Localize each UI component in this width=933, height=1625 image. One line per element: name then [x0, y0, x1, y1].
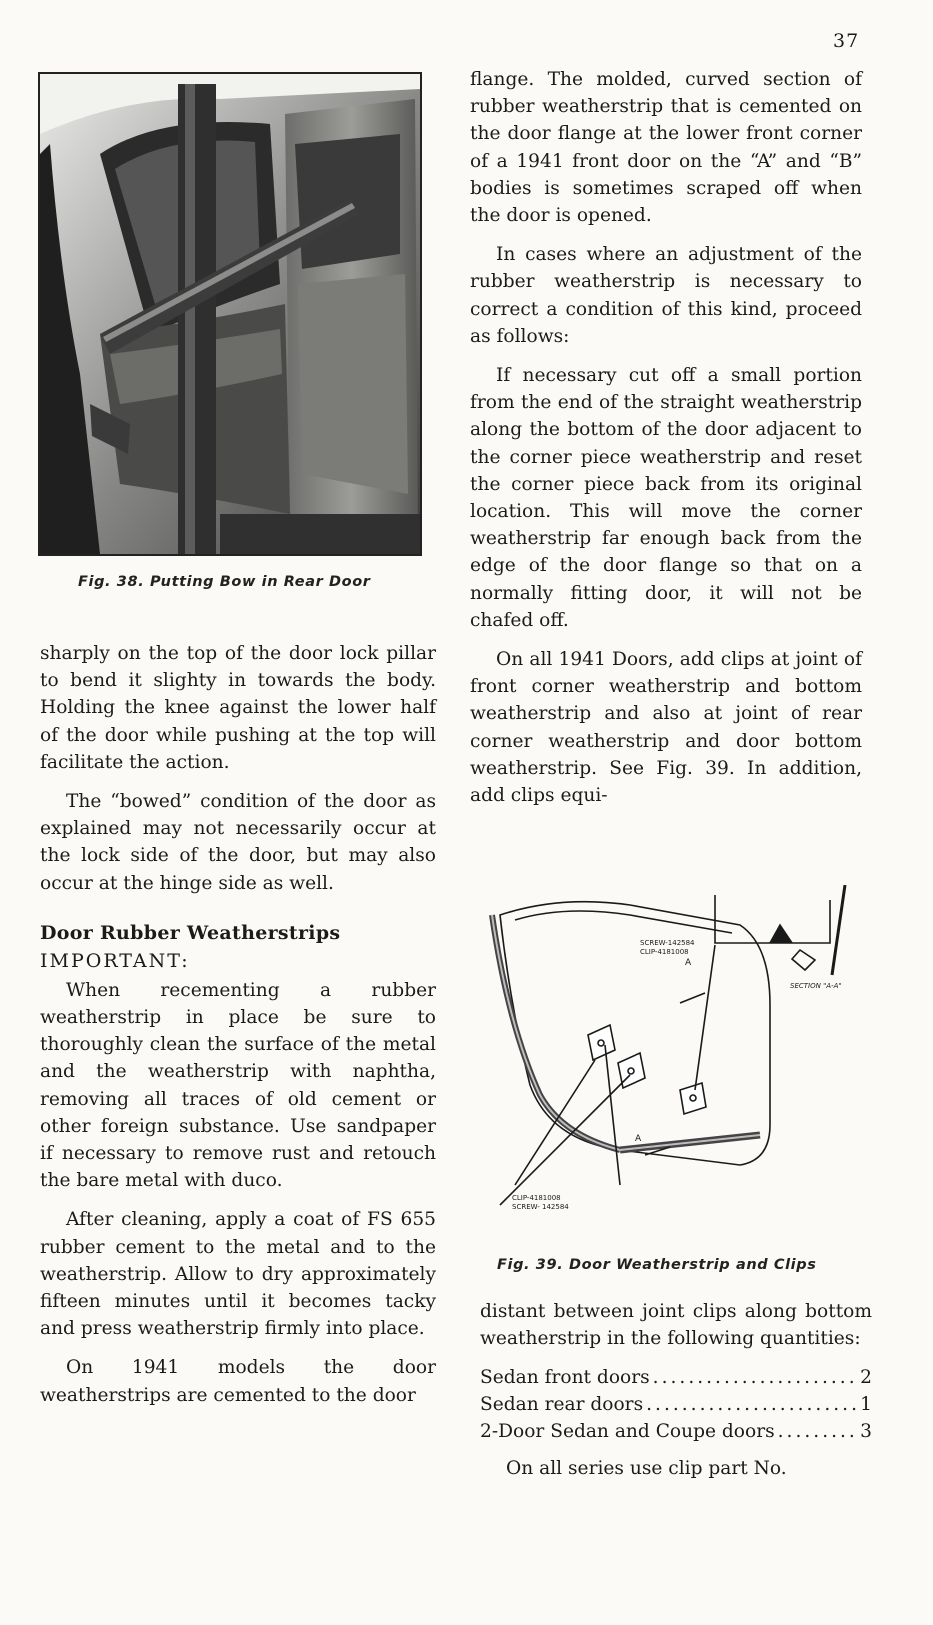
page-number: 37: [833, 30, 860, 52]
left-column: [40, 640, 436, 1421]
fig39-diagram: [470, 885, 890, 1245]
left-paragraph-5: On 1941 models the door weatherstrips are cemented to the door: [40, 1357, 436, 1406]
leader-dots: [778, 1418, 858, 1445]
right-paragraph-2: In cases where an adjustment of the rubber weatherstrip is necessary to correct a condition of this kind, proceed as follows:: [470, 244, 862, 347]
label-section-aa: SECTION "A-A": [790, 982, 842, 990]
fig38-photo: [38, 72, 422, 556]
right-column-continued: [480, 1298, 872, 1495]
quantity-label: Sedan front doors: [480, 1367, 650, 1389]
quantity-row: [480, 1391, 872, 1418]
label-clip-top: CLIP-4181008: [640, 948, 689, 956]
right-paragraph-6: On all series use clip part No.: [506, 1458, 787, 1480]
left-paragraph-4: After cleaning, apply a coat of FS 655 rubber cement to the metal and to the weatherstrip. Allow to dry approximately fifteen minutes until it becomes tacky and press weatherstrip firmly into place.: [40, 1209, 436, 1340]
label-clip-screw-bottom: [512, 1194, 569, 1211]
right-paragraph-5: distant between joint clips along bottom weatherstrip in the following quantities:: [480, 1301, 872, 1350]
right-paragraph-4: On all 1941 Doors, add clips at joint of front corner weatherstrip and bottom weatherstrip and also at joint of rear corner weatherstrip and door bottom weatherstrip. See Fig. 39. In addition, add clips equi-: [470, 649, 862, 807]
quantity-label: Sedan rear doors: [480, 1394, 644, 1416]
label-clip-bottom: CLIP-4181008: [512, 1194, 561, 1202]
important-label: IMPORTANT:: [40, 949, 190, 972]
fig38-caption: Fig. 38. Putting Bow in Rear Door: [78, 574, 371, 590]
right-column: [470, 66, 862, 821]
door-photo-illustration: [40, 74, 420, 554]
quantity-row: [480, 1418, 872, 1445]
label-a-bottom: A: [635, 1134, 642, 1144]
left-paragraph-1: sharply on the top of the door lock pillar to bend it slighty in towards the body. Holding the knee against the lower half of the door while pushing at the top will facilitate the action.: [40, 643, 436, 773]
right-paragraph-3: If necessary cut off a small portion from the end of the straight weatherstrip along the bottom of the door adjacent to the corner piece weatherstrip and reset the corner piece back from its original location. This will move the corner weatherstrip far enough back from the edge of the door flange so that on a normally fitting door, it will not be chafed off.: [470, 365, 862, 631]
weatherstrip-clips-diagram: [470, 885, 890, 1245]
fig39-caption: Fig. 39. Door Weatherstrip and Clips: [497, 1257, 817, 1273]
quantity-label: 2-Door Sedan and Coupe doors: [480, 1421, 775, 1443]
label-screw-top: SCREW-142584: [640, 939, 695, 947]
right-paragraph-1: flange. The molded, curved section of rubber weatherstrip that is cemented on the door flange at the lower front corner of a 1941 front door on the “A” and “B” bodies is sometimes scraped off when the door is opened.: [470, 69, 862, 227]
section-heading: Door Rubber Weatherstrips: [40, 921, 341, 944]
leader-dots: [646, 1391, 857, 1418]
quantity-row: [480, 1364, 872, 1391]
left-paragraph-2: The “bowed” condition of the door as explained may not necessarily occur at the lock side of the door, but may also occur at the hinge side as well.: [40, 791, 436, 894]
quantity-value: 3: [860, 1421, 872, 1443]
leader-dots: [653, 1364, 857, 1391]
quantity-value: 2: [860, 1367, 872, 1389]
quantities-list: [480, 1364, 872, 1445]
label-screw-bottom: SCREW- 142584: [512, 1203, 569, 1211]
quantity-value: 1: [860, 1394, 872, 1416]
left-paragraph-3: When recementing a rubber weatherstrip in place be sure to thoroughly clean the surface of the metal and the weatherstrip with naphtha, removing all traces of old cement or other foreign substance. Use sandpaper if necessary to remove rust and retouch the bare metal with duco.: [40, 979, 436, 1192]
label-a-top: A: [685, 958, 692, 968]
label-screw-clip-top: [640, 939, 697, 956]
